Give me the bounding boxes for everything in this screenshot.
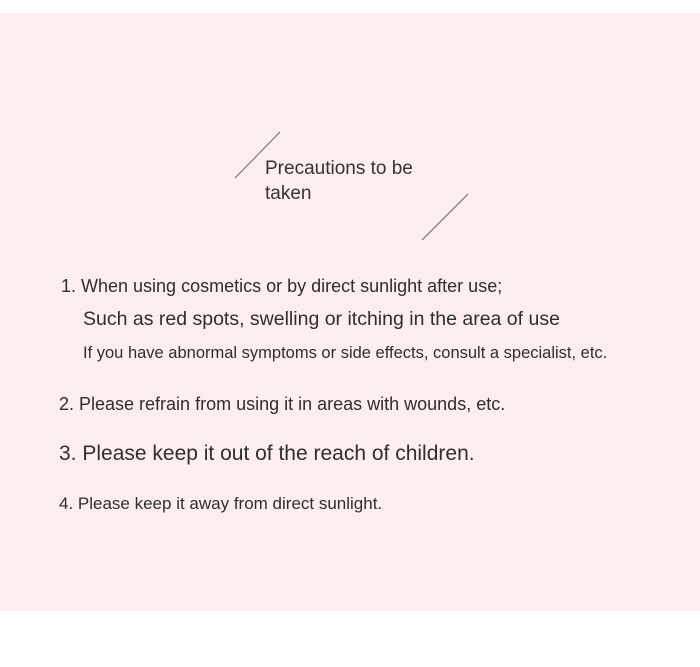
precaution-item-4: 4. Please keep it away from direct sunlight.	[59, 494, 383, 513]
precaution-item-1-detail: Such as red spots, swelling or itching in the area of use	[83, 308, 560, 330]
precaution-item-1: 1. When using cosmetics or by direct sunlight after use;	[61, 276, 503, 296]
precaution-item-3: 3. Please keep it out of the reach of children.	[59, 442, 475, 465]
section-title: Precautions to be taken	[265, 158, 413, 204]
precaution-item-2: 2. Please refrain from using it in areas with wounds, etc.	[59, 394, 506, 414]
precaution-item-1-advice: If you have abnormal symptoms or side effects, consult a specialist, etc.	[83, 344, 608, 362]
